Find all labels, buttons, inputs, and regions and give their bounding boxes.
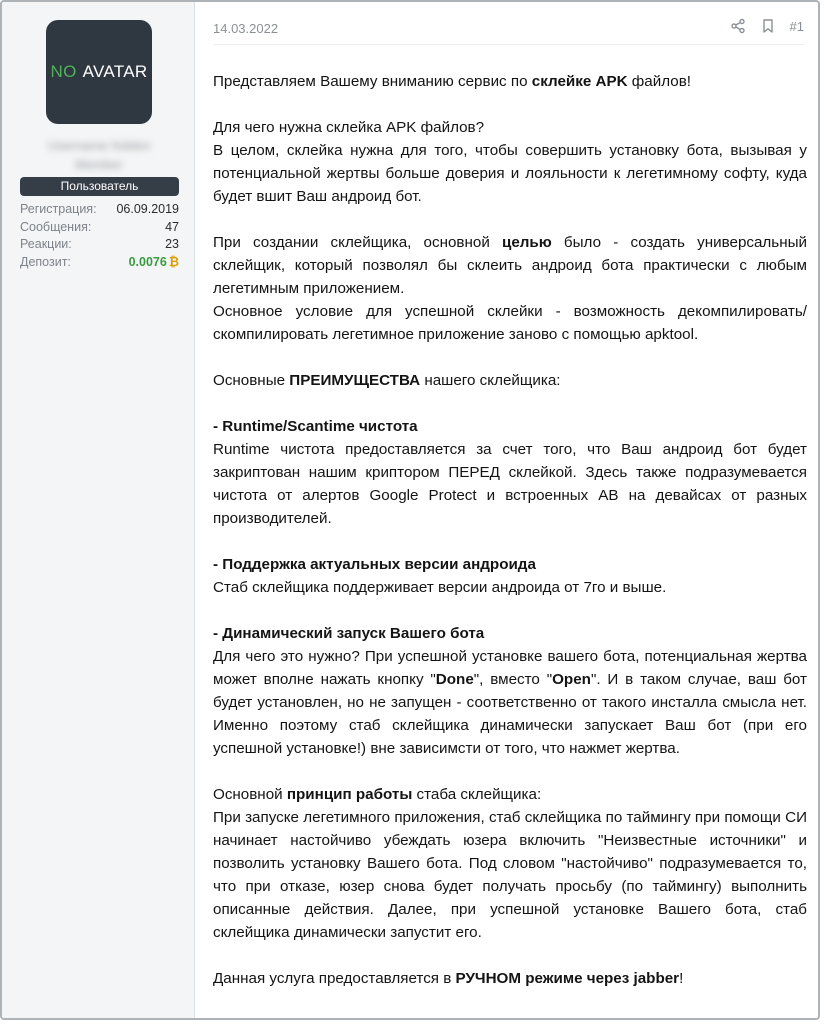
stat-value: 47 bbox=[165, 219, 179, 234]
bold-text: РУЧНОМ режиме через jabber bbox=[455, 970, 680, 987]
user-title: Member bbox=[75, 157, 123, 172]
stat-deposit bbox=[20, 254, 179, 272]
feature-title bbox=[213, 553, 807, 576]
intro-paragraph bbox=[213, 70, 807, 93]
text: При создании склейщика, основной bbox=[213, 234, 502, 251]
bold-text: - Динамический запуск Вашего бота bbox=[213, 625, 485, 642]
username: Username hidden bbox=[47, 138, 151, 153]
text: ". И в таком случае, ваш бот будет установлен, но не запущен - соответственно от такого инсталла смысла нет. Именно поэтому стаб склейщика динамически запускает Ваш бот (при его успешной установке!) вне зависимсти от того, что нажмет жертва. bbox=[213, 671, 807, 757]
stat-label: Сообщения: bbox=[20, 219, 92, 234]
text: нашего склейщика: bbox=[420, 372, 561, 389]
avatar-text-avatar: AVATAR bbox=[82, 62, 148, 81]
text: Основные bbox=[213, 372, 290, 389]
stat-label: Депозит: bbox=[20, 254, 71, 269]
text: файлов! bbox=[627, 73, 691, 90]
post-header bbox=[213, 14, 804, 45]
text: было - создать универсальный склейщик, который позволял бы склеить андроид бота практически с любым легетимным приложением. bbox=[213, 234, 807, 297]
bold-text: Open bbox=[552, 671, 591, 688]
text: стаба склейщика: bbox=[412, 786, 542, 803]
stat-label: Регистрация: bbox=[20, 202, 97, 216]
deposit-value bbox=[129, 254, 179, 272]
paragraph: Основное условие для успешной склейки - возможность декомпилировать/скомпилировать легетимное приложение заново с помощью apktool. bbox=[213, 303, 807, 343]
bookmark-icon[interactable] bbox=[760, 18, 776, 34]
bold-text: Done bbox=[435, 671, 474, 688]
post-date[interactable]: 14.03.2022 bbox=[213, 21, 279, 36]
closing-line bbox=[213, 967, 807, 990]
stat-reactions bbox=[20, 236, 179, 254]
user-sidebar bbox=[2, 2, 195, 1018]
feature-text: Runtime чистота предоставляется за счет того, что Ваш андроид бот будет закриптован нашим криптором ПЕРЕД склейкой. Здесь также подразумевается чистота от алертов Google Protect и встроенных AB на девайсах от разных производителей. bbox=[213, 441, 808, 527]
paragraph: При запуске легетимного приложения, стаб склейщика по таймингу при помощи СИ начинает настойчиво убеждать юзера включить "Неизвестные источники" и позволить установку Вашего бота. Под словом "настойчиво" подразумевается то, что при отказе, юзер снова будет получать просьбу (по таймингу) выполнить описанные действия. Далее, при успешной установке Вашего бота, стаб склейщика динамически запустит его. bbox=[213, 809, 807, 941]
user-stats bbox=[20, 201, 179, 271]
bold-text: - Runtime/Scantime чистота bbox=[213, 418, 418, 435]
advantages-heading bbox=[213, 369, 807, 392]
feature-title bbox=[213, 415, 807, 438]
text: Основной bbox=[213, 786, 287, 803]
goal-paragraph bbox=[213, 231, 807, 300]
bold-text: принцип работы bbox=[286, 786, 413, 803]
stat-messages bbox=[20, 219, 179, 237]
feature-text: Стаб склейщика поддерживает версии андроида от 7го и выше. bbox=[213, 579, 667, 596]
post-body bbox=[213, 70, 807, 990]
text: ", вместо " bbox=[473, 671, 553, 688]
principle-heading bbox=[213, 783, 807, 806]
feature-title bbox=[213, 622, 807, 645]
bold-text: целью bbox=[502, 234, 552, 251]
stat-registration bbox=[20, 201, 179, 219]
text: Для чего это нужно? При успешной установке вашего бота, потенциальная жертва может вполне нажать кнопку " bbox=[213, 648, 807, 688]
avatar-text-no: NO bbox=[50, 62, 77, 81]
question-line: Для чего нужна склейка APK файлов? bbox=[213, 119, 485, 136]
share-icon[interactable] bbox=[730, 18, 746, 34]
stat-value: 23 bbox=[165, 237, 179, 252]
bitcoin-icon: ₿ bbox=[168, 254, 179, 269]
stat-label: Реакции: bbox=[20, 237, 72, 252]
text: ! bbox=[679, 970, 684, 987]
stat-value: 06.09.2019 bbox=[116, 202, 179, 216]
text: Представляем Вашему вниманию сервис по bbox=[213, 73, 532, 90]
bold-text: склейке APK bbox=[531, 73, 628, 90]
post-actions bbox=[730, 18, 804, 34]
paragraph: В целом, склейка нужна для того, чтобы совершить установку бота, вызывая у потенциальной жертвы больше доверия и лояльности к легетимному софту, куда будет вшит Ваш андроид бот. bbox=[213, 142, 807, 205]
bold-text: ПРЕИМУЩЕСТВА bbox=[289, 372, 421, 389]
deposit-amount: 0.0076 bbox=[128, 254, 167, 269]
username-blurred[interactable] bbox=[42, 136, 156, 174]
role-badge: Пользователь bbox=[20, 177, 179, 196]
post-number[interactable]: #1 bbox=[789, 18, 804, 34]
text: Данная услуга предоставляется в bbox=[213, 970, 456, 987]
avatar[interactable] bbox=[46, 20, 152, 124]
bold-text: - Поддержка актуальных версии андроида bbox=[213, 556, 536, 573]
feature-text bbox=[213, 645, 807, 760]
